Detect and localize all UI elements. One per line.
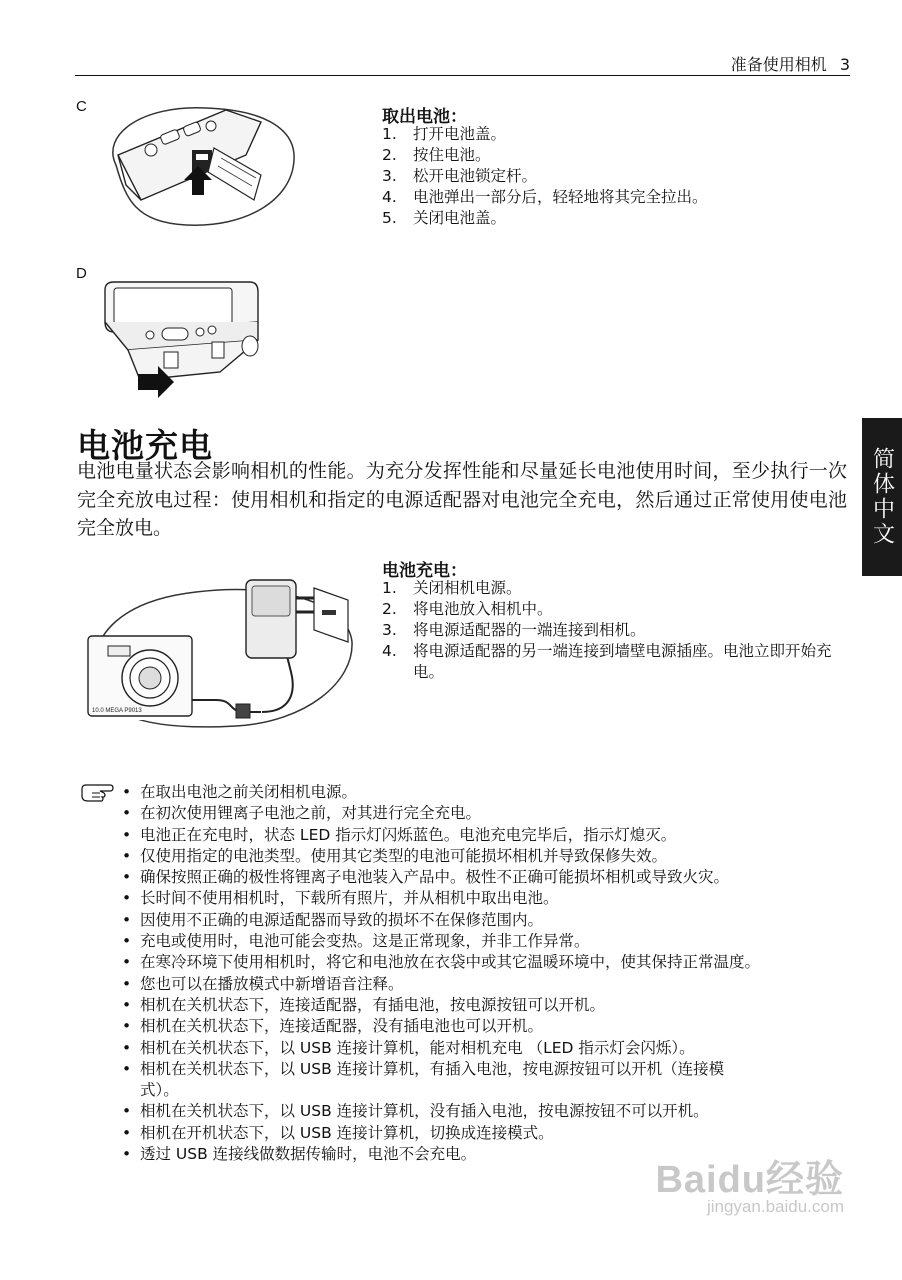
list-item: • 在初次使用锂离子电池之前，对其进行完全充电。 <box>120 803 830 824</box>
page-header <box>731 52 850 75</box>
step-number: 3. <box>382 167 397 185</box>
list-item <box>382 166 708 187</box>
header-title: 准备使用相机 <box>730 55 827 74</box>
list-item: • 相机在开机状态下，以 USB 连接计算机，切换成连接模式。 <box>120 1123 830 1144</box>
section-intro: 电池电量状态会影响相机的性能。为充分发挥性能和尽量延长电池使用时间，至少执行一次完全充放电过程：使用相机和指定的电源适配器对电池完全充电，然后通过正常使用使电池完全放电。 <box>77 460 847 539</box>
step-text: 按住电池。 <box>413 146 491 164</box>
list-item: • 长时间不使用相机时，下载所有照片，并从相机中取出电池。 <box>120 888 830 909</box>
step-number: 5. <box>382 209 397 227</box>
list-item <box>382 145 708 166</box>
remove-battery-steps <box>382 124 708 229</box>
step-number: 3. <box>382 621 397 639</box>
figure-d-label: D <box>76 265 87 282</box>
list-item: • 相机在关机状态下，以 USB 连接计算机，没有插入电池，按电源按钮不可以开机。 <box>120 1101 830 1122</box>
watermark-url: jingyan.baidu.com <box>706 1197 844 1216</box>
camera-model-label: 10.0 MEGA P9013 <box>92 708 142 714</box>
list-item: • 透过 USB 连接线做数据传输时，电池不会充电。 <box>120 1144 830 1165</box>
header-rule <box>75 75 850 76</box>
step-number: 1. <box>382 579 397 597</box>
language-tab-label: 简体中文 <box>869 447 895 547</box>
section-title: 电池充电 <box>77 426 213 465</box>
list-item <box>382 208 708 229</box>
list-item <box>382 641 842 683</box>
page-number: 3 <box>839 55 850 74</box>
list-item: • 相机在关机状态下，连接适配器，有插电池，按电源按钮可以开机。 <box>120 995 830 1016</box>
step-number: 4. <box>382 188 397 206</box>
list-item: • 充电或使用时，电池可能会变热。这是正常现象，并非工作异常。 <box>120 931 830 952</box>
list-item <box>382 599 842 620</box>
charge-battery-title: 电池充电： <box>382 561 467 581</box>
list-item <box>382 620 842 641</box>
list-item: • 相机在关机状态下，以 USB 连接计算机，能对相机充电 （LED 指示灯会闪烁）。 <box>120 1038 830 1059</box>
remove-battery-title: 取出电池： <box>382 107 467 127</box>
step-text: 将电池放入相机中。 <box>413 600 553 618</box>
list-item: • 电池正在充电时，状态 LED 指示灯闪烁蓝色。电池充电完毕后，指示灯熄灭。 <box>120 825 830 846</box>
step-text: 电池弹出一部分后，轻轻地将其完全拉出。 <box>413 188 708 206</box>
step-text: 关闭电池盖。 <box>413 209 507 227</box>
step-number: 2. <box>382 146 397 164</box>
step-text: 将电源适配器的一端连接到相机。 <box>413 621 646 639</box>
list-item: • 在取出电池之前关闭相机电源。 <box>120 782 830 803</box>
step-number: 2. <box>382 600 397 618</box>
list-item: • 因使用不正确的电源适配器而导致的损坏不在保修范围内。 <box>120 910 830 931</box>
figure-c-remove-battery-illustration <box>96 100 301 235</box>
charge-battery-steps <box>382 578 842 683</box>
step-text: 松开电池锁定杆。 <box>413 167 538 185</box>
baidu-watermark <box>655 1148 844 1217</box>
list-item: • 仅使用指定的电池类型。使用其它类型的电池可能损坏相机并导致保修失效。 <box>120 846 830 867</box>
list-item <box>382 578 842 599</box>
step-number: 4. <box>382 642 397 660</box>
figure-c-label: C <box>76 98 87 115</box>
notes-list <box>120 782 830 1165</box>
watermark-logo: Baidu经验 <box>655 1159 844 1201</box>
step-text: 打开电池盖。 <box>413 125 507 143</box>
step-number: 1. <box>382 125 397 143</box>
figure-d-insert-battery-illustration <box>100 280 265 400</box>
step-text: 关闭相机电源。 <box>413 579 522 597</box>
list-item <box>382 187 708 208</box>
list-item: • 您也可以在播放模式中新增语音注释。 <box>120 974 830 995</box>
note-hand-icon <box>80 783 114 803</box>
list-item <box>382 124 708 145</box>
list-item: • 相机在关机状态下，以 USB 连接计算机，有插入电池，按电源按钮可以开机（连接模式）。 <box>120 1059 830 1102</box>
step-text: 将电源适配器的另一端连接到墙壁电源插座。电池立即开始充电。 <box>413 642 832 681</box>
figure-charging-illustration <box>86 572 356 730</box>
list-item: • 确保按照正确的极性将锂离子电池装入产品中。极性不正确可能损坏相机或导致火灾。 <box>120 867 830 888</box>
language-tab <box>862 418 902 576</box>
list-item: • 相机在关机状态下，连接适配器，没有插电池也可以开机。 <box>120 1016 830 1037</box>
list-item: • 在寒冷环境下使用相机时，将它和电池放在衣袋中或其它温暖环境中，使其保持正常温度。 <box>120 952 830 973</box>
